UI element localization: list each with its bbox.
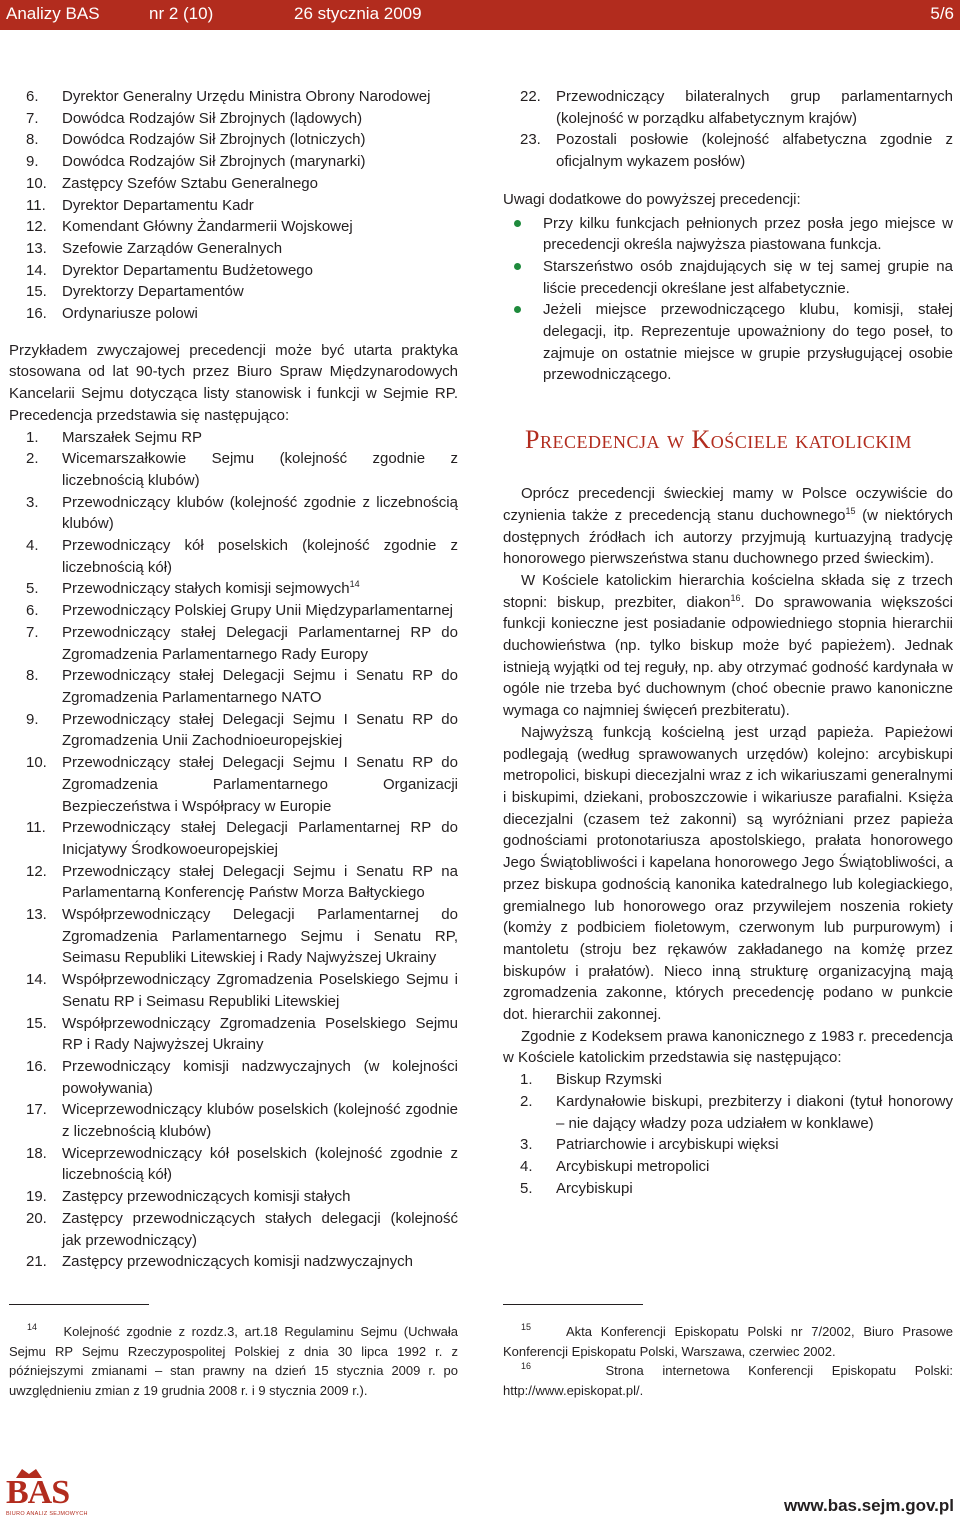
list-item: [9, 86, 458, 108]
church-paragraph-1: Oprócz precedencji świeckiej mamy w Polsce oczywiście do czynienia także z precedencją stanu duchownego$^{15}$ (w niektórych dostępnych źródłach ich autorzy przyjmują kurtuazyjną tradycję honorowego pierwszeństwa stanu duchownego przed świeckim).: [503, 485, 953, 568]
list-text: Przewodniczący stałej Delegacji Sejmu I Senatu RP do Zgromadzenia Parlamentarnego Organizacji Bezpieczeństwa i Współpracy w Europie: [62, 754, 458, 815]
list-item: [9, 1013, 458, 1056]
list-number: 20.: [26, 1209, 47, 1227]
list-number: 8.: [26, 131, 39, 149]
list-text: Wicemarszałkowie Sejmu (kolejność zgodnie z liczebnością klubów): [62, 450, 458, 489]
list-text: Współprzewodniczący Zgromadzenia Poselskiego Sejmu RP i Rady Najwyższej Ukrainy: [62, 1014, 458, 1054]
list-text: Przewodniczący bilateralnych grup parlamentarnych (kolejność w porządku alfabetycznym krajów): [556, 88, 953, 127]
right-column: [503, 86, 953, 1199]
mod-precedence-list: [9, 86, 458, 325]
list-item: [9, 448, 458, 491]
list-text: Pozostali posłowie (kolejność alfabetyczna zgodnie z oficjalnym wykazem posłów): [556, 131, 953, 171]
church-paragraph-4: Zgodnie z Kodeksem prawa kanonicznego z 1983 r. precedencja w Kościele katolickim przedstawia się następująco:: [503, 1027, 953, 1067]
list-number: 13.: [26, 239, 47, 257]
list-number: 2.: [520, 1092, 533, 1110]
footnote-16: $^{16}$ Strona internetowa Konferencji Episkopatu Polski: http://www.episkopat.pl/.: [503, 1361, 954, 1398]
list-item: [9, 1056, 458, 1099]
list-number: 5.: [520, 1179, 533, 1197]
list-item: [503, 1134, 953, 1156]
list-item: [9, 427, 458, 449]
list-number: 10.: [26, 174, 47, 192]
list-number: 22.: [520, 88, 541, 105]
list-item: [9, 281, 458, 303]
list-text: Dowódca Rodzajów Sił Zbrojnych (lotniczych): [62, 131, 366, 149]
list-text: Przewodniczący stałej Delegacji Sejmu i Senatu RP na Parlamentarną Konferencję Państw Morza Bałtyckiego: [62, 862, 458, 902]
list-item: [9, 260, 458, 282]
list-text: Przewodniczący Polskiej Grupy Unii Międzyparlamentarnej: [62, 602, 453, 620]
list-text: Dyrektor Generalny Urzędu Ministra Obrony Narodowej: [62, 88, 431, 105]
list-number: 16.: [26, 305, 47, 323]
list-text: Przewodniczący kół poselskich (kolejność zgodnie z liczebnością kół): [62, 537, 458, 576]
list-item: [9, 1208, 458, 1251]
list-item: [9, 129, 458, 151]
list-number: 11.: [26, 196, 46, 214]
bullet-item: Starszeństwo osób znajdujących się w tej samej grupie na liście precedencji określane jest alfabetycznie.: [503, 256, 953, 299]
list-item: [9, 303, 458, 325]
list-item: [9, 173, 458, 195]
list-text: Przewodniczący stałej Delegacji Sejmu I Senatu RP do Zgromadzenia Unii Zachodnioeuropejskiej: [62, 710, 458, 750]
list-number: 15.: [26, 283, 47, 301]
issue-number: nr 2 (10): [149, 4, 214, 23]
list-number: 1.: [26, 428, 39, 446]
list-number: 3.: [26, 493, 39, 511]
list-text: Dyrektor Departamentu Budżetowego: [62, 261, 313, 279]
list-item: [9, 904, 458, 969]
list-number: 10.: [26, 754, 47, 772]
list-number: 7.: [26, 623, 39, 641]
list-item: [9, 622, 458, 665]
list-number: 2.: [26, 450, 39, 468]
list-item: [9, 665, 458, 708]
list-text: Przewodniczący klubów (kolejność zgodnie z liczebnością klubów): [62, 493, 458, 533]
list-item: [9, 151, 458, 173]
list-text: Patriarchowie i arcybiskupi więksi: [556, 1136, 779, 1154]
list-text: Zastępcy przewodniczących komisji stałych: [62, 1188, 351, 1206]
church-paragraph-2: W Kościele katolickim hierarchia kościelna składa się z trzech stopni: biskup, prezbiter, diakon$^{16}$. Do sprawowania większości funkcji konieczne jest posiadanie odpowiedniego stopnia hierarchii duchowieństwa (np. tylko biskup może być papieżem). Jednak istnieją wyjątki od tej reguły, np. aby otrzymać godność kardynała w ogóle nie trzeba być duchownym (choć obecnie prawo kanoniczne wymaga co najmniej święceń prezbiteratu).: [503, 571, 953, 720]
list-number: 21.: [26, 1253, 47, 1271]
list-text: Wiceprzewodniczący klubów poselskich (kolejność zgodnie z liczebnością klubów): [62, 1101, 458, 1141]
section-title: Precedencja w Kościele katolickim: [525, 425, 912, 455]
list-number: 16.: [26, 1057, 47, 1075]
list-text: Marszałek Sejmu RP: [62, 428, 203, 446]
list-number: 13.: [26, 906, 47, 924]
list-item: [503, 129, 953, 172]
list-item: [9, 1143, 458, 1186]
bullet-dot-icon: [514, 306, 521, 313]
list-item: [9, 600, 458, 622]
list-text: Przewodniczący stałej Delegacji Parlamentarnej RP do Inicjatywy Środkowoeuropejskiej: [62, 819, 458, 858]
list-number: 1.: [520, 1071, 533, 1089]
list-number: 11.: [26, 819, 46, 837]
list-text: Zastępcy przewodniczących stałych delegacji (kolejność jak przewodniczący): [62, 1209, 458, 1249]
footnote-divider-right: [503, 1304, 643, 1305]
list-text: Dyrektorzy Departamentów: [62, 283, 244, 301]
footnote-ref-15[interactable]: 15: [845, 505, 856, 516]
bas-logo: BAS BIURO ANALIZ SEJMOWYCH: [6, 1466, 96, 1516]
footer-url[interactable]: www.bas.sejm.gov.pl: [783, 1496, 954, 1515]
list-item: [9, 108, 458, 130]
footnote-divider-left: [9, 1304, 149, 1305]
list-text: Dowódca Rodzajów Sił Zbrojnych (marynarki): [62, 153, 366, 171]
list-text: Współprzewodniczący Delegacji Parlamentarnej do Zgromadzenia Parlamentarnego Sejmu i Senatu RP, Seimasu Republiki Litewskiej i Rady Najwyższej Ukrainy: [62, 906, 458, 967]
left-column: [9, 86, 458, 1273]
list-number: 12.: [26, 218, 47, 236]
list-item: [9, 861, 458, 904]
bullet-dot-icon: [514, 220, 521, 227]
list-text: Arcybiskupi metropolici: [556, 1157, 710, 1175]
list-item: [9, 1186, 458, 1208]
list-text: Arcybiskupi: [556, 1179, 633, 1197]
list-number: 12.: [26, 862, 47, 880]
list-number: 9.: [26, 710, 39, 728]
list-item: [9, 535, 458, 578]
list-text: Szefowie Zarządów Generalnych: [62, 239, 283, 257]
list-item: [503, 1178, 953, 1200]
list-item: [9, 752, 458, 817]
list-item: [9, 817, 458, 860]
list-item: [9, 578, 458, 600]
list-item: [9, 238, 458, 260]
list-number: 5.: [26, 580, 39, 598]
list-number: 8.: [26, 667, 39, 685]
list-item: [503, 1069, 953, 1091]
issue-date: 26 stycznia 2009: [294, 4, 422, 23]
bullet-item: Przy kilku funkcjach pełnionych przez posła jego miejsce w precedencji określa najwyższa piastowana funkcja.: [503, 213, 953, 256]
list-text: Wiceprzewodniczący kół poselskich (kolejność zgodnie z liczebnością kół): [62, 1144, 458, 1184]
intro-paragraph: Przykładem zwyczajowej precedencji może być utarta praktyka stosowana od lat 90-tych przez Biuro Spraw Międzynarodowych Kancelarii Sejmu dotycząca listy stanowisk i funkcji w Sejmie RP. Precedencja przedstawia się następująco:: [9, 341, 458, 424]
list-text: Ordynariusze polowi: [62, 305, 198, 323]
remarks-list: [503, 213, 953, 387]
list-item: [9, 492, 458, 535]
list-text: Przewodniczący stałej Delegacji Parlamentarnej RP do Zgromadzenia Parlamentarnego Rady Europy: [62, 623, 458, 663]
list-text: Biskup Rzymski: [556, 1071, 662, 1089]
footnote-ref-14[interactable]: 14: [349, 579, 360, 590]
list-text: Zastępcy przewodniczących komisji nadzwyczajnych: [62, 1253, 413, 1271]
page-header: [0, 0, 960, 30]
list-text: Przewodniczący stałych komisji sejmowych: [62, 580, 350, 598]
list-item: [9, 195, 458, 217]
footnote-ref-16[interactable]: 16: [730, 592, 741, 603]
list-number: 6.: [26, 88, 39, 105]
footnotes-right: [503, 1322, 953, 1400]
list-number: 9.: [26, 153, 39, 171]
list-number: 14.: [26, 971, 47, 989]
list-number: 4.: [520, 1157, 533, 1175]
sejm-precedence-list-continued: [503, 86, 953, 173]
list-item: [9, 709, 458, 752]
list-number: 17.: [26, 1101, 47, 1119]
list-number: 23.: [520, 131, 541, 149]
list-number: 6.: [26, 602, 39, 620]
list-item: [9, 969, 458, 1012]
bullet-item: Jeżeli miejsce przewodniczącego klubu, komisji, stałej delegacji, itp. Reprezentuje upoważniony do tego poseł, to zajmuje on ostatnie miejsce w grupie przysługującej osobie przewodniczącego.: [503, 299, 953, 386]
list-number: 4.: [26, 537, 39, 555]
list-number: 7.: [26, 109, 39, 127]
list-item: [503, 1091, 953, 1134]
page-number: 5/6: [930, 4, 954, 23]
list-text: Komendant Główny Żandarmerii Wojskowej: [62, 218, 353, 236]
remarks-heading: Uwagi dodatkowe do powyższej precedencji:: [503, 190, 801, 208]
church-paragraph-3: Najwyższą funkcją kościelną jest urząd papieża. Papieżowi podlegają (według sprawowanych urzędów) kolejno: arcybiskupi metropolici, biskupi diecezjalni wraz z ich wikariuszami generalnymi i biskupimi, dziekani, proboszczowie i wikariusze parafialni. Księża diecezjalni (czasem też zakonni) są wyróżniani przez papieża godnościami protonotariusza apostolskiego, prałata honorowego Jego Świątobliwości i kapelana honorowego Jego Świątobliwości, a przez biskupa godnością kanonika katedralnego lub kolegiackiego, gremialnego lub honorowego oraz przywilejem noszenia rokiety (komży z podbiciem fioletowym, czerwonym lub purpurowym) i mantoletu (stroju bez rękawów zakładanego na komżę przez biskupów i prałatów). Nieco inną strukturę organizacyjną mają zgromadzenia zakonne, których precedencję podano w punkcie dot. hierarchii zakonnej.: [503, 723, 953, 1024]
list-text: Kardynałowie biskupi, prezbiterzy i diakoni (tytuł honorowy – nie dający władzy poza udziałem w konklawe): [556, 1092, 953, 1132]
list-item: [9, 216, 458, 238]
list-text: Dyrektor Departamentu Kadr: [62, 196, 254, 214]
list-text: Zastępcy Szefów Sztabu Generalnego: [62, 174, 318, 192]
publication-series: Analizy BAS: [6, 4, 100, 23]
list-number: 15.: [26, 1014, 47, 1032]
list-text: Dowódca Rodzajów Sił Zbrojnych (lądowych): [62, 109, 363, 127]
footnote-15: $^{15}$ Akta Konferencji Episkopatu Polski nr 7/2002, Biuro Prasowe Konferencji Episkopatu Polski, Warszawa, czerwiec 2002.: [503, 1322, 953, 1359]
list-number: 19.: [26, 1188, 47, 1206]
bullet-dot-icon: [514, 263, 521, 270]
list-number: 14.: [26, 261, 47, 279]
list-item: [9, 1099, 458, 1142]
list-number: 18.: [26, 1144, 47, 1162]
list-number: 3.: [520, 1136, 533, 1154]
church-precedence-list: [503, 1069, 953, 1199]
sejm-precedence-list: [9, 427, 458, 1273]
list-item: [503, 86, 953, 129]
footnote-14: $^{14}$ Kolejność zgodnie z rozdz.3, art.18 Regulaminu Sejmu (Uchwała Sejmu RP Sejmu Rzeczypospolitej Polskiej z dnia 30 lipca 1992 r. z późniejszymi zmianami – stan prawny na dzień 15 stycznia 2009 r. po uwzględnieniu zmian z 19 grudnia 2008 r. i 9 stycznia 2009 r.).: [9, 1322, 458, 1398]
list-text: Przewodniczący stałej Delegacji Sejmu i Senatu RP do Zgromadzenia Parlamentarnego NATO: [62, 667, 458, 706]
list-item: [503, 1156, 953, 1178]
list-item: [9, 1251, 458, 1273]
list-text: Przewodniczący komisji nadzwyczajnych (w kolejności powoływania): [62, 1057, 458, 1097]
footnotes-left: [9, 1322, 458, 1400]
list-text: Współprzewodniczący Zgromadzenia Poselskiego Sejmu i Senatu RP i Seimasu Republiki Litewskiej: [62, 971, 458, 1010]
